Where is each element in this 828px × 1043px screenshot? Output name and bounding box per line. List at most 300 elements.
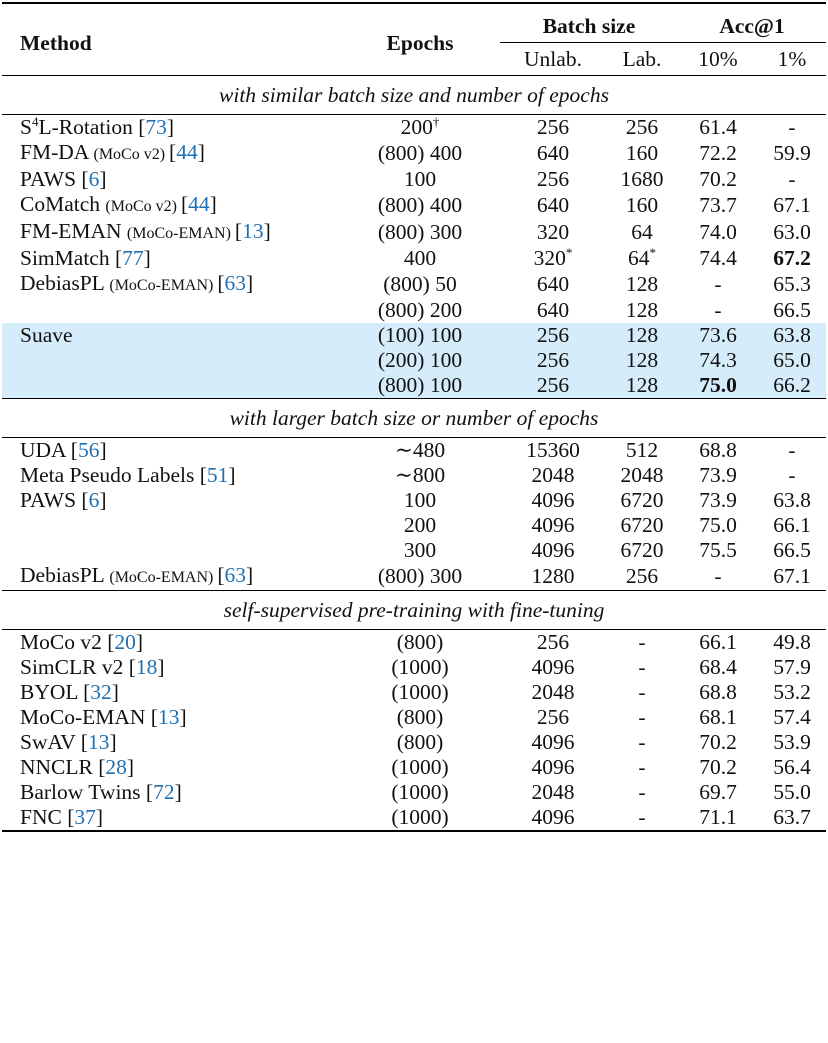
- table-row: [2, 563, 826, 591]
- cell-acc10: [678, 563, 758, 591]
- header-lab: Lab.: [622, 47, 662, 71]
- lab-value: 160: [625, 193, 659, 217]
- cell-acc10: [678, 167, 758, 192]
- method-name: BYOL: [20, 680, 84, 704]
- lab-value: 512: [625, 438, 659, 462]
- cell-acc1: [758, 538, 826, 563]
- cell-lab: [606, 780, 678, 805]
- cell-lab: [606, 246, 678, 271]
- cell-unlab: [500, 513, 606, 538]
- cell-epochs: [340, 271, 500, 298]
- section-title: with similar batch size and number of epochs: [2, 76, 826, 115]
- cell-acc10: [678, 463, 758, 488]
- citation-link: 72: [153, 780, 175, 804]
- table-row: [2, 630, 826, 656]
- lab-value: 128: [625, 298, 659, 322]
- cell-lab: [606, 323, 678, 348]
- cell-acc10: [678, 348, 758, 373]
- cell-unlab: [500, 348, 606, 373]
- cell-acc10: [678, 140, 758, 167]
- cell-unlab: [500, 463, 606, 488]
- method-name: S: [20, 115, 32, 139]
- cell-lab: [606, 513, 678, 538]
- lab-sup: *: [649, 244, 656, 260]
- acc10-value: 73.6: [699, 323, 737, 347]
- section-title-row: [2, 591, 826, 630]
- section-title: self-supervised pre-training with fine-tuning: [2, 591, 826, 630]
- cell-acc1: [758, 755, 826, 780]
- unlab-value: 2048: [531, 780, 575, 804]
- cell-acc10: [678, 680, 758, 705]
- cell-unlab: [500, 563, 606, 591]
- cell-lab: [606, 755, 678, 780]
- cell-unlab: [500, 630, 606, 656]
- acc1-value: 63.0: [773, 220, 811, 244]
- cell-unlab: [500, 438, 606, 464]
- cell-epochs: [340, 730, 500, 755]
- epochs-value: 200: [403, 513, 437, 537]
- cell-method: BYOL [32]: [20, 680, 119, 704]
- acc10-value: 70.2: [699, 167, 737, 191]
- cell-acc10: [678, 192, 758, 219]
- unlab-value: 256: [536, 323, 570, 347]
- method-name: FNC: [20, 805, 68, 829]
- epochs-value: (800) 300: [377, 220, 463, 244]
- lab-value: 160: [625, 141, 659, 165]
- acc10-value: -: [714, 564, 722, 588]
- cell-acc1: [758, 680, 826, 705]
- table-row: [2, 219, 826, 246]
- cell-acc10: [678, 246, 758, 271]
- epochs-value: (800) 200: [377, 298, 463, 322]
- epochs-value: (1000): [391, 805, 449, 829]
- cell-epochs: [340, 513, 500, 538]
- method-name: NNCLR: [20, 755, 99, 779]
- method-name: DebiasPL: [20, 271, 110, 295]
- epochs-value: 300: [403, 538, 437, 562]
- cell-acc10: [678, 630, 758, 656]
- cell-acc1: [758, 167, 826, 192]
- lab-value: -: [638, 730, 646, 754]
- table-row: [2, 680, 826, 705]
- acc10-value: 68.4: [699, 655, 737, 679]
- table-header: [2, 3, 826, 76]
- cell-unlab: [500, 298, 606, 323]
- unlab-value: 320: [536, 220, 570, 244]
- unlab-value: 1280: [531, 564, 575, 588]
- cell-acc10: [678, 705, 758, 730]
- cell-acc10: [678, 438, 758, 464]
- lab-value: -: [638, 630, 646, 654]
- cell-acc10: [678, 323, 758, 348]
- epochs-value: (800): [396, 705, 444, 729]
- acc10-value: 72.2: [699, 141, 737, 165]
- cell-acc10: [678, 488, 758, 513]
- cell-method: Meta Pseudo Labels [51]: [20, 463, 236, 487]
- unlab-value: 256: [536, 115, 570, 139]
- lab-value: 6720: [620, 488, 664, 512]
- citation-link: 20: [114, 630, 136, 654]
- acc1-value: -: [788, 463, 796, 487]
- cell-method: FM-DA (MoCo v2) [44]: [20, 140, 205, 164]
- citation-link: 6: [88, 488, 100, 512]
- cell-lab: [606, 488, 678, 513]
- cell-method: [2, 513, 340, 538]
- cell-lab: [606, 463, 678, 488]
- cell-acc1: [758, 488, 826, 513]
- cell-acc1: [758, 323, 826, 348]
- unlab-value: 640: [536, 141, 570, 165]
- method-name: PAWS: [20, 488, 82, 512]
- cell-lab: [606, 630, 678, 656]
- cell-lab: [606, 167, 678, 192]
- lab-value: -: [638, 680, 646, 704]
- epochs-value: 200: [400, 115, 433, 139]
- acc1-value: 66.1: [773, 513, 811, 537]
- cell-epochs: [340, 167, 500, 192]
- acc10-value: 70.2: [699, 730, 737, 754]
- cell-epochs: [340, 438, 500, 464]
- cell-unlab: [500, 805, 606, 831]
- cell-unlab: [500, 246, 606, 271]
- acc1-value: 66.5: [773, 538, 811, 562]
- cell-method: CoMatch (MoCo v2) [44]: [20, 192, 217, 216]
- epochs-value: (800) 400: [377, 141, 463, 165]
- table-row: [2, 705, 826, 730]
- header-pct10: 10%: [698, 47, 738, 71]
- results-table: [2, 2, 826, 832]
- table-row: [2, 780, 826, 805]
- method-name: SimMatch: [20, 246, 115, 270]
- table-row: [2, 438, 826, 464]
- epochs-value: (800): [396, 730, 444, 754]
- cell-epochs: [340, 298, 500, 323]
- unlab-value: 4096: [531, 755, 575, 779]
- cell-lab: [606, 563, 678, 591]
- epochs-value: ∼800: [394, 463, 446, 487]
- cell-unlab: [500, 167, 606, 192]
- cell-acc1: [758, 140, 826, 167]
- acc10-value: 75.5: [699, 538, 737, 562]
- cell-unlab: [500, 373, 606, 399]
- acc1-value: 66.5: [773, 298, 811, 322]
- cell-unlab: [500, 192, 606, 219]
- table-row: [2, 488, 826, 513]
- cell-acc1: [758, 705, 826, 730]
- acc10-value: 61.4: [699, 115, 737, 139]
- unlab-value: 2048: [531, 463, 575, 487]
- epochs-value: (800) 50: [383, 272, 457, 296]
- cell-acc10: [678, 513, 758, 538]
- unlab-value: 256: [536, 705, 570, 729]
- cell-acc1: [758, 780, 826, 805]
- acc1-value: -: [788, 438, 796, 462]
- unlab-value: 256: [536, 373, 570, 397]
- cell-acc10: [678, 373, 758, 399]
- cell-method: NNCLR [28]: [20, 755, 135, 779]
- cell-acc10: [678, 655, 758, 680]
- cell-lab: [606, 298, 678, 323]
- highlight-row: [2, 373, 826, 399]
- citation-link: 73: [145, 115, 167, 139]
- cell-unlab: [500, 655, 606, 680]
- cell-acc1: [758, 192, 826, 219]
- citation-link: 13: [87, 730, 110, 754]
- citation-link: 6: [88, 167, 100, 191]
- cell-epochs: [340, 463, 500, 488]
- lab-value: 6720: [620, 538, 664, 562]
- epochs-value: (200) 100: [377, 348, 463, 372]
- method-name: Barlow Twins: [20, 780, 146, 804]
- acc10-value: 75.0: [699, 513, 737, 537]
- method-name: Meta Pseudo Labels: [20, 463, 200, 487]
- acc1-value: 65.0: [773, 348, 811, 372]
- method-backbone: (MoCo v2): [93, 146, 170, 163]
- acc1-value: 63.8: [773, 488, 811, 512]
- method-name: MoCo-EMAN: [20, 705, 151, 729]
- cell-unlab: [500, 755, 606, 780]
- citation-link: 56: [77, 438, 100, 462]
- acc1-value: -: [788, 167, 796, 191]
- epochs-sup: †: [432, 113, 440, 129]
- cell-method: [2, 323, 340, 348]
- cell-acc10: [678, 298, 758, 323]
- lab-value: 128: [625, 348, 659, 372]
- cell-acc1: [758, 805, 826, 831]
- table-row: [2, 655, 826, 680]
- acc1-value: 49.8: [773, 630, 811, 654]
- method-name: UDA: [20, 438, 71, 462]
- unlab-value: 256: [536, 348, 570, 372]
- cell-lab: [606, 348, 678, 373]
- table-row: [2, 730, 826, 755]
- method-backbone: (MoCo-EMAN): [109, 569, 218, 586]
- cell-lab: [606, 192, 678, 219]
- cell-method: PAWS [6]: [20, 488, 107, 512]
- acc10-value: 75.0: [699, 373, 737, 397]
- method-name: SwAV: [20, 730, 81, 754]
- cell-epochs: [340, 219, 500, 246]
- cell-method: SimCLR v2 [18]: [20, 655, 165, 679]
- acc10-value: 74.3: [699, 348, 737, 372]
- acc10-value: 73.9: [699, 463, 737, 487]
- lab-value: 128: [625, 272, 659, 296]
- cell-epochs: [340, 323, 500, 348]
- cell-unlab: [500, 115, 606, 141]
- acc1-value: 67.2: [773, 246, 811, 270]
- epochs-value: 100: [403, 167, 437, 191]
- header-epochs: Epochs: [340, 3, 500, 76]
- method-backbone: (MoCo v2): [105, 198, 181, 215]
- cell-method: FNC [37]: [2, 805, 340, 831]
- method-name-rest: L-Rotation: [38, 115, 139, 139]
- lab-value: -: [638, 705, 646, 729]
- epochs-value: (1000): [391, 655, 449, 679]
- cell-unlab: [500, 488, 606, 513]
- cell-acc10: [678, 805, 758, 831]
- table-body: [2, 76, 826, 832]
- highlight-row: [2, 323, 826, 348]
- cell-epochs: [340, 488, 500, 513]
- highlight-row: [2, 348, 826, 373]
- table-row: [2, 755, 826, 780]
- acc1-value: -: [788, 115, 796, 139]
- method-name: CoMatch: [20, 192, 106, 216]
- epochs-value: (800) 300: [377, 564, 463, 588]
- acc10-value: 74.4: [699, 246, 737, 270]
- cell-epochs: [340, 755, 500, 780]
- epochs-value: (1000): [391, 680, 449, 704]
- acc1-value: 53.9: [773, 730, 811, 754]
- cell-acc1: [758, 271, 826, 298]
- cell-acc1: [758, 463, 826, 488]
- cell-acc1: [758, 655, 826, 680]
- acc10-value: 73.9: [699, 488, 737, 512]
- cell-epochs: [340, 563, 500, 591]
- section-title: with larger batch size or number of epochs: [2, 399, 826, 438]
- cell-method: MoCo v2 [20]: [2, 630, 340, 656]
- method-name: PAWS: [20, 167, 82, 191]
- cell-epochs: [340, 348, 500, 373]
- cell-method: SimMatch [77]: [20, 246, 151, 270]
- acc1-value: 57.4: [773, 705, 811, 729]
- epochs-value: (800) 100: [377, 373, 463, 397]
- acc1-value: 56.4: [773, 755, 811, 779]
- cell-epochs: [340, 115, 500, 141]
- table-row: [2, 298, 826, 323]
- unlab-value: 4096: [531, 538, 575, 562]
- method-name-sup: 4: [31, 113, 39, 129]
- cell-lab: [606, 655, 678, 680]
- cell-method: $S^4L$-Rotation [73]: [2, 115, 340, 141]
- cell-lab: [606, 705, 678, 730]
- method-name: MoCo v2: [20, 630, 108, 654]
- method-backbone: (MoCo-EMAN): [109, 277, 218, 294]
- table-row: [2, 115, 826, 141]
- lab-value: 6720: [620, 513, 664, 537]
- cell-lab: [606, 538, 678, 563]
- citation-link: 13: [242, 219, 264, 243]
- cell-unlab: [500, 538, 606, 563]
- acc1-value: 67.1: [773, 564, 811, 588]
- cell-acc1: [758, 513, 826, 538]
- epochs-value: ∼480: [394, 438, 446, 462]
- method-backbone: (MoCo-EMAN): [126, 225, 235, 242]
- citation-link: 28: [105, 755, 127, 779]
- acc10-value: 68.8: [699, 680, 737, 704]
- citation-link: 32: [90, 680, 112, 704]
- cell-acc10: [678, 780, 758, 805]
- unlab-value: 2048: [531, 680, 575, 704]
- unlab-value: 4096: [531, 730, 575, 754]
- unlab-value: 256: [536, 167, 570, 191]
- cell-lab: [606, 438, 678, 464]
- lab-value: 2048: [620, 463, 664, 487]
- citation-link: 63: [224, 563, 247, 587]
- unlab-value: 4096: [531, 513, 575, 537]
- acc1-value: 67.1: [773, 193, 811, 217]
- method-name: SimCLR v2: [20, 655, 129, 679]
- citation-link: 63: [224, 271, 247, 295]
- cell-method: DebiasPL (MoCo-EMAN) [63]: [20, 271, 254, 295]
- unlab-value: 4096: [531, 488, 575, 512]
- unlab-value: 256: [536, 630, 570, 654]
- acc1-value: 53.2: [773, 680, 811, 704]
- lab-value: 128: [625, 323, 659, 347]
- table-row: [2, 513, 826, 538]
- unlab-sup: *: [565, 244, 573, 260]
- cell-acc1: [758, 219, 826, 246]
- acc10-value: 71.1: [699, 805, 737, 829]
- cell-acc1: [758, 630, 826, 656]
- cell-acc1: [758, 438, 826, 464]
- citation-link: 77: [122, 246, 144, 270]
- acc10-value: 73.7: [699, 193, 737, 217]
- acc10-value: 68.8: [699, 438, 737, 462]
- table-row: [2, 167, 826, 192]
- cell-lab: [606, 115, 678, 141]
- lab-value: 64: [628, 246, 650, 270]
- cell-unlab: [500, 705, 606, 730]
- epochs-value: (800): [396, 630, 444, 654]
- method-name: Suave: [20, 323, 73, 347]
- epochs-value: (1000): [391, 780, 449, 804]
- header-pct1: 1%: [777, 47, 807, 71]
- lab-value: -: [638, 655, 646, 679]
- header-batch-size: Batch size: [500, 3, 678, 43]
- acc1-value: 59.9: [773, 141, 811, 165]
- cell-method: [2, 373, 340, 399]
- unlab-value: 320: [533, 246, 566, 270]
- lab-value: 64: [631, 220, 653, 244]
- cell-epochs: [340, 140, 500, 167]
- cell-method: [2, 348, 340, 373]
- table-row: [2, 463, 826, 488]
- cell-lab: [606, 730, 678, 755]
- table-row: [2, 192, 826, 219]
- citation-link: 44: [188, 192, 210, 216]
- cell-acc1: [758, 373, 826, 399]
- citation-link: 51: [206, 463, 229, 487]
- epochs-value: (1000): [391, 755, 449, 779]
- cell-method: SwAV [13]: [20, 730, 117, 754]
- cell-lab: [606, 805, 678, 831]
- lab-value: -: [638, 755, 646, 779]
- lab-value: 1680: [620, 167, 664, 191]
- cell-method: [2, 298, 340, 323]
- cell-epochs: [340, 805, 500, 831]
- header-method: Method: [2, 3, 340, 76]
- cell-acc10: [678, 730, 758, 755]
- cell-epochs: [340, 246, 500, 271]
- method-name: FM-DA: [20, 140, 94, 164]
- cell-acc10: [678, 755, 758, 780]
- cell-epochs: [340, 630, 500, 656]
- acc1-value: 57.9: [773, 655, 811, 679]
- lab-value: 128: [625, 373, 659, 397]
- acc10-value: 74.0: [699, 220, 737, 244]
- epochs-value: (800) 400: [377, 193, 463, 217]
- citation-link: 37: [74, 805, 96, 829]
- table-row: [2, 140, 826, 167]
- acc1-value: 63.7: [773, 805, 811, 829]
- unlab-value: 4096: [531, 805, 575, 829]
- cell-acc10: [678, 219, 758, 246]
- cell-acc10: [678, 538, 758, 563]
- acc10-value: -: [714, 298, 722, 322]
- cell-unlab: [500, 323, 606, 348]
- citation-link: 13: [157, 705, 180, 729]
